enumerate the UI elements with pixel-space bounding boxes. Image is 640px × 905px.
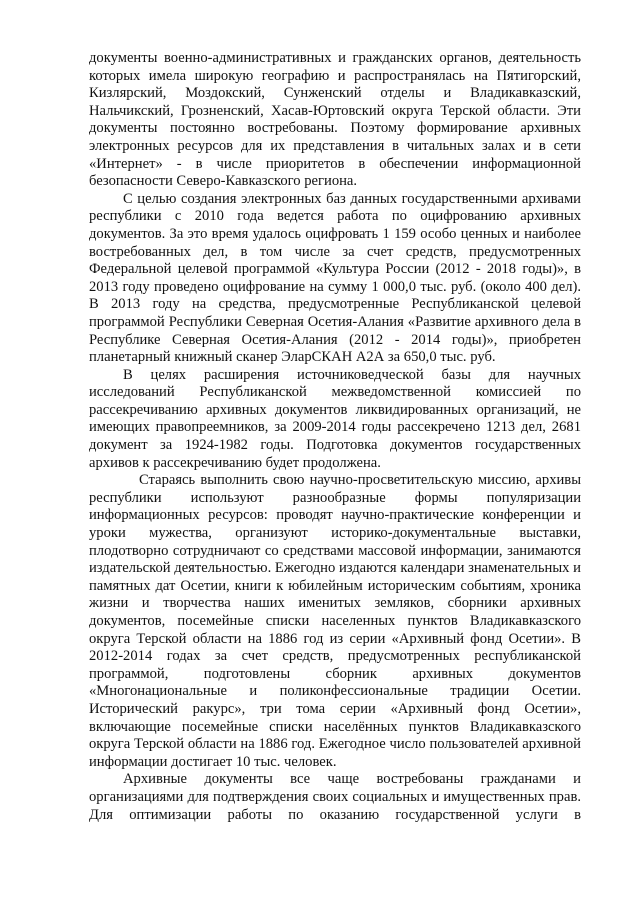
paragraph-archival-documents: документы военно-административных и гражданских органов, деятельность которых имела широкую географию и распространялась на Пятигорский, Кизлярский, Моздокский, Сунженский отделы и Владикавказский, Нальчикский, Грозненский, Хасав-Юртовский округа Терской области. Эти документы постоянно востребованы. Поэтому формирование архивных электронных ресурсов для их представления в читальных залах и в сети «Интернет» - в числе приоритетов в обеспечении информационной безопасности Северо-Кавказского региона.: [89, 50, 581, 190]
paragraph-citizen-requests: Архивные документы все чаще востребованы гражданами и организациями для подтверждения своих социальных и имущественных прав. Для оптимизации работы по оказанию государственной услуги в: [89, 771, 581, 823]
document-page: [89, 50, 581, 824]
paragraph-digitization: С целью создания электронных баз данных государственными архивами республики с 2010 года ведется работа по оцифрованию архивных документов. За это время удалось оцифровать 1 159 особо ценных и наиболее востребованных дел, в том числе за счет средств, предусмотренных Федеральной целевой программой «Культура России (2012 - 2018 годы)», в 2013 году проведено оцифрование на сумму 1 000,0 тыс. руб. (около 400 дел). В 2013 году на средства, предусмотренные Республиканской целевой программой Республики Северная Осетия-Алания «Развитие архивного дела в Республике Северная Осетия-Алания (2012 - 2014 годы)», приобретен планетарный книжный сканер ЭларСКАН А2А за 650,0 тыс. руб.: [89, 190, 581, 366]
paragraph-outreach: Стараясь выполнить свою научно-просветительскую миссию, архивы республики используют разнообразные формы популяризации информационных ресурсов: проводят научно-практические конференции и уроки мужества, организуют историко-документальные выставки, плодотворно сотрудничают со средствами массовой информации, занимаются издательской деятельностью. Ежегодно издаются календари знаменательных и памятных дат Осетии, книги к юбилейным историческим событиям, хроника жизни и творчества наших именитых земляков, сборники архивных документов, посемейные списки населенных пунктов Владикавказского округа Терской области на 1886 год из серии «Архивный фонд Осетии». В 2012-2014 годах за счет средств, предусмотренных республиканской программой, подготовлены сборник архивных документов «Многонациональные и поликонфессиональные традиции Осетии. Исторический ракурс», три тома серии «Архивный фонд Осетии», включающие посемейные списки населённых пунктов Владикавказского округа Терской области на 1886 год. Ежегодное число пользователей архивной информации достигает 10 тыс. человек.: [89, 472, 581, 770]
paragraph-declassification: В целях расширения источниковедческой базы для научных исследований Республиканской межведомственной комиссией по рассекречиванию архивных документов ликвидированных организаций, не имеющих правопреемников, за 2009-2014 годы рассекречено 1213 дел, 2681 документ за 1924-1982 годы. Подготовка документов государственных архивов к рассекречиванию будет продолжена.: [89, 366, 581, 471]
